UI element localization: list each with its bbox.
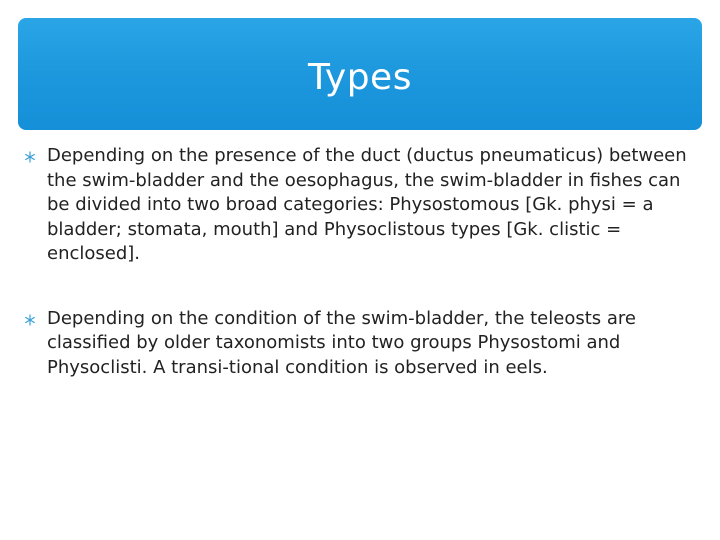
- bullet-item: [24, 307, 696, 381]
- title-banner: [18, 18, 702, 130]
- bullet-text: Depending on the presence of the duct (ductus pneumaticus) between the swim-bladder and the oesophagus, the swim-bladder in fishes can be divided into two broad categories: Physostomous [Gk. physi = a bladder; stomata, mouth] and Physoclistous types [Gk. clistic = enclosed].: [47, 145, 687, 264]
- asterisk-bullet-icon: [24, 151, 36, 163]
- bullet-text: Depending on the condition of the swim-bladder, the teleosts are classified by older taxonomists into two groups Physostomi and Physoclisti. A transi-tional condition is observed in eels.: [47, 307, 636, 378]
- bullet-item: [24, 144, 696, 267]
- slide-title: Types: [308, 56, 412, 98]
- asterisk-bullet-icon: [24, 314, 36, 326]
- slide-content: [24, 144, 696, 420]
